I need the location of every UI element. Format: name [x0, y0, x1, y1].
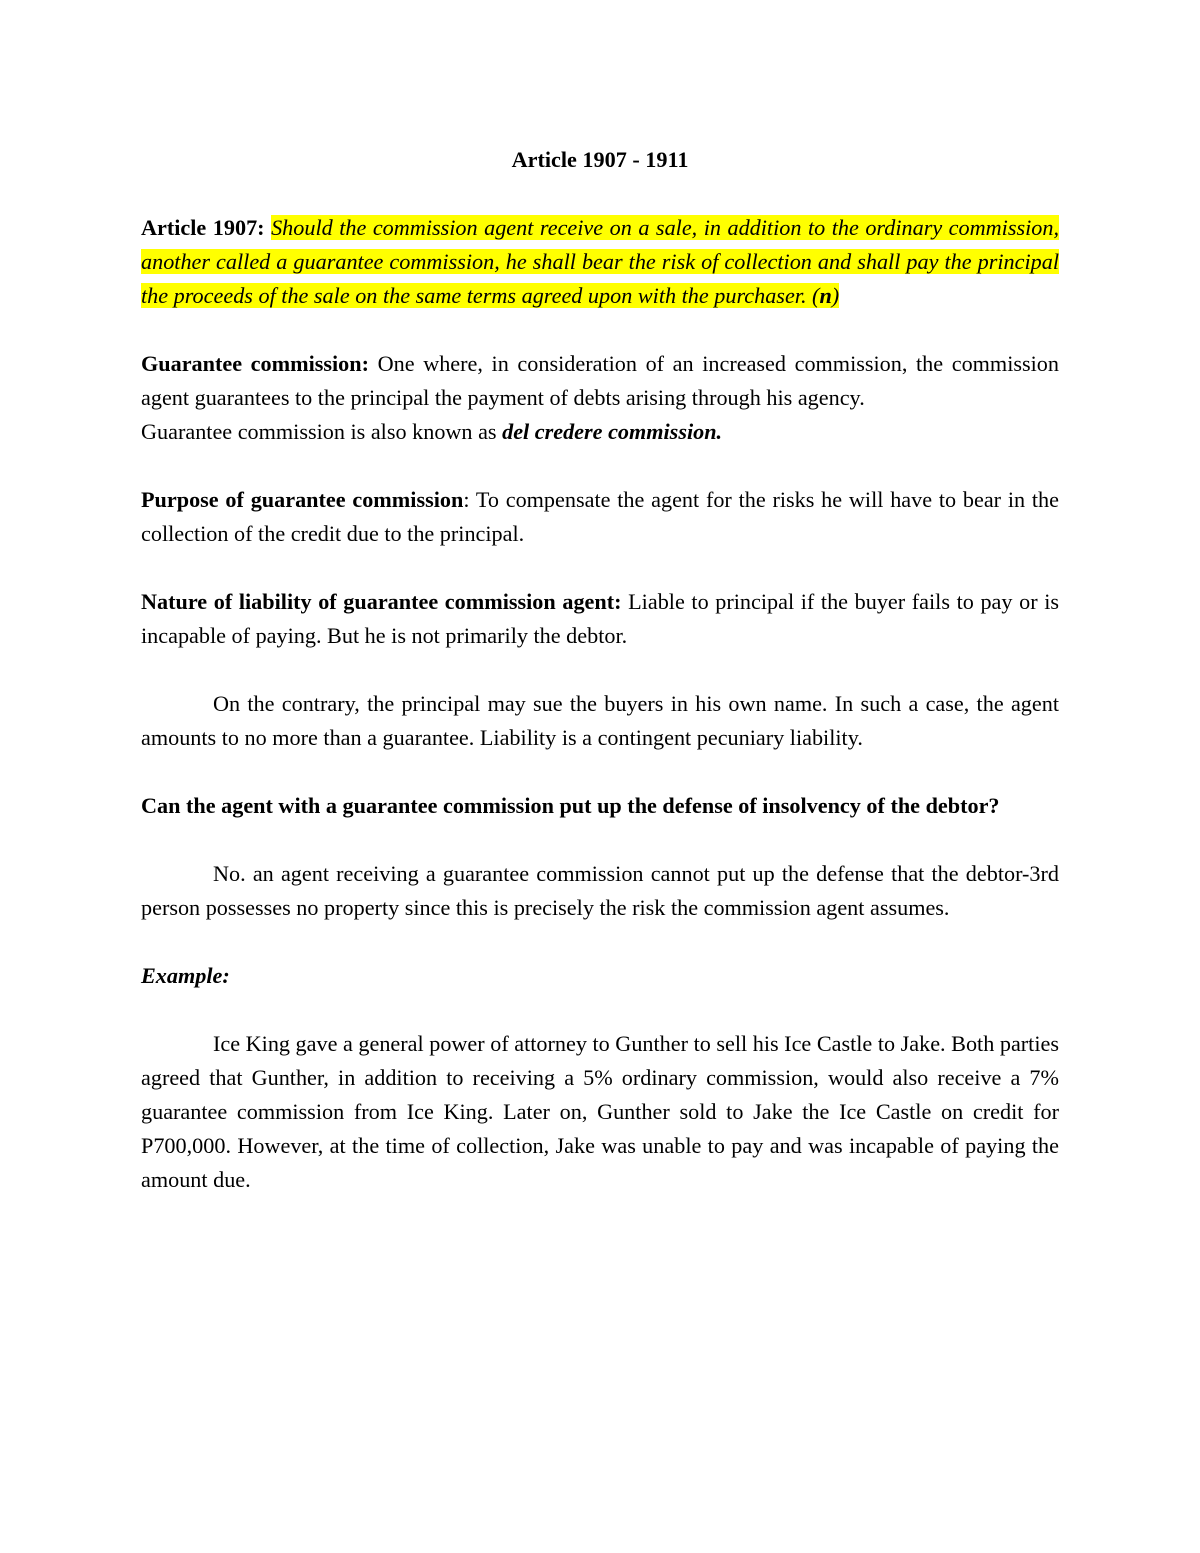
example-label: Example: [141, 963, 230, 988]
aka-term: del credere commission. [502, 419, 723, 444]
purpose-label: Purpose of guarantee commission [141, 487, 464, 512]
question-heading: Can the agent with a guarantee commission put up the defense of insolvency of the debtor? [141, 793, 1000, 818]
definition-text: One where, in consideration of an increased commission, the commission agent guarantees to the principal the payment of debts arising through his agency. [141, 351, 1059, 410]
example-paragraph: Ice King gave a general power of attorney to Gunther to sell his Ice Castle to Jake. Both parties agreed that Gunther, in addition to receiving a 5% ordinary commission, would also receive a 7% guarantee commission from Ice King. Later on, Gunther sold to Jake the Ice Castle on credit for P700,000. However, at the time of collection, Jake was unable to pay and was incapable of paying the amount due. [141, 1031, 1059, 1192]
aka-text: Guarantee commission is also known as [141, 419, 503, 444]
nature-text: Liable to principal if the buyer fails to pay or is incapable of paying. But he is not primarily the debtor. [141, 589, 1059, 648]
document-page [141, 143, 1059, 1231]
article-text: Should the commission agent receive on a sale, in addition to the ordinary commission, another called a guarantee commission, he shall bear the risk of collection and shall pay the principal the proceeds of the sale on the same terms agreed upon with the purchaser. ( [141, 215, 1059, 308]
contrary-paragraph: On the contrary, the principal may sue the buyers in his own name. In such a case, the agent amounts to no more than a guarantee. Liability is a contingent pecuniary liability. [141, 691, 1059, 750]
definition-label: Guarantee commission: [141, 351, 369, 376]
answer-paragraph: No. an agent receiving a guarantee commission cannot put up the defense that the debtor-3rd person possesses no property since this is precisely the risk the commission agent assumes. [141, 861, 1059, 920]
purpose-paragraph [141, 483, 1059, 551]
purpose-text: : To compensate the agent for the risks he will have to bear in the collection of the credit due to the principal. [141, 487, 1059, 546]
aka-paragraph [141, 415, 1059, 449]
article-marker: n [819, 283, 832, 308]
article-text-highlight [141, 215, 1059, 308]
article-label: Article 1907: [141, 215, 265, 240]
article-text-end: ) [831, 283, 840, 308]
nature-paragraph [141, 585, 1059, 653]
article-1907-paragraph [141, 211, 1059, 313]
definition-paragraph [141, 347, 1059, 415]
document-title: Article 1907 - 1911 [511, 147, 689, 172]
nature-label: Nature of liability of guarantee commission agent: [141, 589, 622, 614]
